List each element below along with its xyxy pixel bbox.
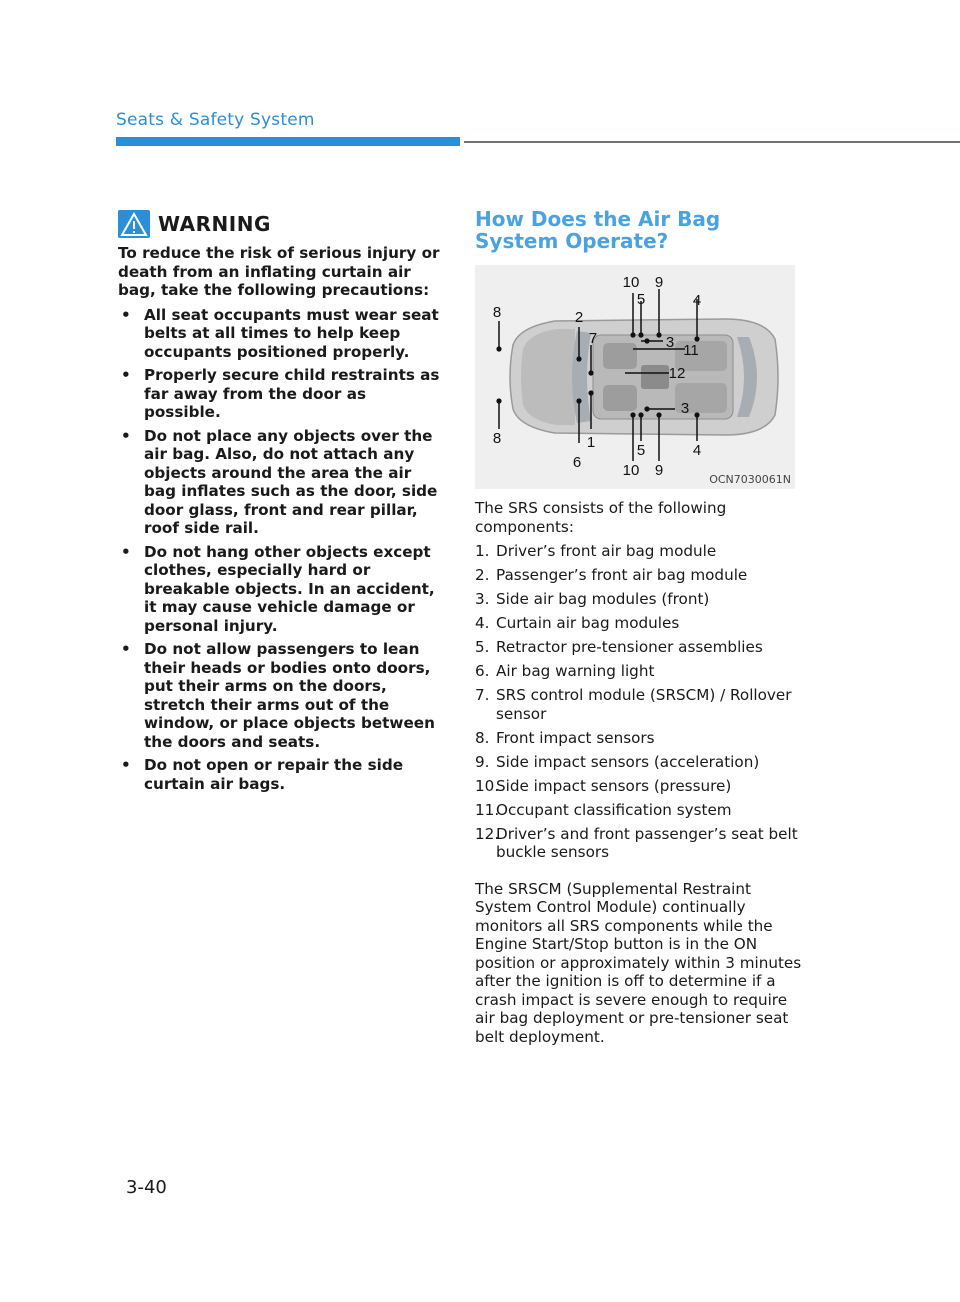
component-list xyxy=(475,542,805,862)
callout-label: 1 xyxy=(586,434,596,451)
component-item: 8. Front impact sensors xyxy=(475,728,655,747)
callout-label: 9 xyxy=(654,462,664,479)
main-column xyxy=(475,208,805,1052)
warning-item: • Do not hang other objects except clothes, especially hard or breakable objects. In an accident, it may cause vehicle damage or personal injury. xyxy=(121,542,435,635)
section-title: Seats & Safety System xyxy=(116,110,315,130)
component-item: 12. Driver’s and front passenger’s seat belt buckle sensors xyxy=(475,824,798,861)
warning-item: • All seat occupants must wear seat belts at all times to help keep occupants positioned properly. xyxy=(121,305,439,361)
warning-triangle-icon xyxy=(118,210,150,238)
component-item: 5. Retractor pre-tensioner assemblies xyxy=(475,638,763,656)
callout-label: 2 xyxy=(574,309,584,326)
section-heading: How Does the Air Bag System Operate? xyxy=(475,207,721,253)
callout-label: 5 xyxy=(636,291,646,308)
warning-header xyxy=(118,210,446,238)
component-item: 2. Passenger’s front air bag module xyxy=(475,566,748,584)
warning-box xyxy=(118,210,446,798)
header-rule-gray xyxy=(464,141,960,143)
callout-label: 10 xyxy=(622,274,640,291)
warning-item: • Do not allow passengers to lean their heads or bodies onto doors, put their arms on the doors, stretch their arms out of the window, or place objects between the doors and seats. xyxy=(121,640,435,751)
callout-label: 11 xyxy=(683,342,699,359)
callout-label: 8 xyxy=(492,430,502,447)
component-item: 11. Occupant classification system xyxy=(475,800,732,819)
callout-label: 3 xyxy=(680,400,690,417)
warning-title: WARNING xyxy=(158,212,271,236)
page-number: 3-40 xyxy=(126,1177,167,1198)
warning-item: • Do not place any objects over the air bag. Also, do not attach any objects around the area the air bag inflates such as the door, side door glass, front and rear pillar, roof side rail. xyxy=(121,426,438,537)
component-item: 6. Air bag warning light xyxy=(475,662,655,680)
callout-label: 6 xyxy=(572,454,582,471)
car-diagram xyxy=(475,265,795,489)
srscm-description: The SRSCM (Supplemental Restraint System Control Module) continually monitors all SRS components while the Engine Start/Stop button is in the ON position or approximately within 3 minutes after the ignition is off to determine if a crash impact is severe enough to require air bag deployment or pre-tensioner seat belt deployment. xyxy=(475,879,802,1046)
warning-item: • Do not open or repair the side curtain air bags. xyxy=(121,756,404,793)
component-item: 9. Side impact sensors (acceleration) xyxy=(475,752,760,771)
callout-label: 5 xyxy=(636,442,646,459)
warning-intro: To reduce the risk of serious injury or death from an inflating curtain air bag, take the following precautions: xyxy=(118,244,440,299)
warning-list xyxy=(118,306,446,794)
callout-label: 8 xyxy=(492,304,502,321)
callout-label: 4 xyxy=(692,292,702,309)
callout-label: 7 xyxy=(588,330,598,347)
components-intro: The SRS consists of the following components: xyxy=(475,499,727,536)
component-item: 3. Side air bag modules (front) xyxy=(475,590,710,608)
component-item: 4. Curtain air bag modules xyxy=(475,614,680,632)
callout-label: 12 xyxy=(668,365,686,382)
component-item: 7. SRS control module (SRSCM) / Rollover sensor xyxy=(475,686,792,723)
callout-label: 10 xyxy=(622,462,640,479)
component-item: 1. Driver’s front air bag module xyxy=(475,542,717,560)
callout-label: 4 xyxy=(692,442,702,459)
callout-label: 3 xyxy=(665,334,675,351)
figure-code: OCN7030061N xyxy=(709,473,791,486)
header-rule-blue xyxy=(116,137,460,146)
warning-item: • Properly secure child restraints as far away from the door as possible. xyxy=(121,366,440,421)
component-item: 10. Side impact sensors (pressure) xyxy=(475,776,732,795)
airbag-system-figure xyxy=(475,265,795,489)
callout-label: 9 xyxy=(654,274,664,291)
